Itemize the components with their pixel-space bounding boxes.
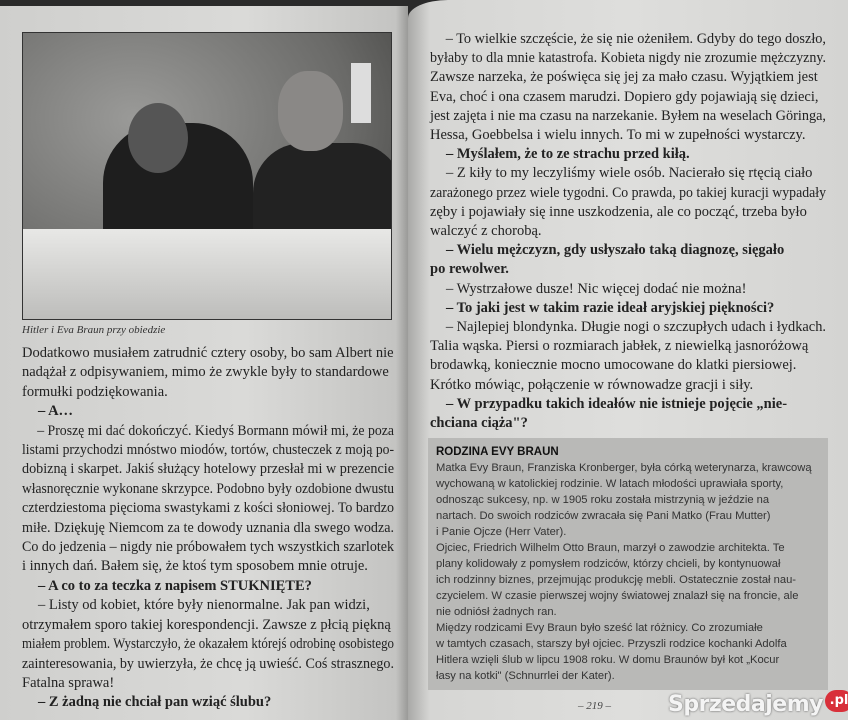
sidebar-box-rodzina <box>428 438 828 690</box>
text-line: nadążał z odpisywaniem, mimo że zwykle były to standardowe <box>22 364 389 381</box>
text-line: Fatalna sprawa! <box>22 674 115 691</box>
photo-man-head <box>128 103 188 173</box>
text-line: Krótko mówiąc, połączenie w równowadze gracji i siły. <box>430 376 754 393</box>
box-line: Hitlera wzięli ślub w lipcu 1908 roku. W domu Braunów był kot „Kocur <box>436 654 780 666</box>
text-line: zęby i pojawiały się inne uszkodzenia, ale co począć, trzeba było <box>430 203 807 220</box>
watermark-logo <box>668 692 848 718</box>
box-line: odnosząc sukcesy, np. w 1905 roku została mistrzynią w jeździe na <box>436 494 770 506</box>
text-line: otrzymałem sporo takiej korespondencji. Zawsze z płcią piękną <box>22 616 391 633</box>
box-line: Między rodzicami Evy Braun było sześć lat różnicy. Co zrozumiałe <box>436 622 763 634</box>
text-line: Co do jedzenia – nigdy nie próbowałem tych wszystkich szarlotek <box>22 539 394 556</box>
text-line: chciana ciąża"? <box>430 415 528 432</box>
box-line: Matka Evy Braun, Franziska Kronberger, była córką weterynarza, krawcową <box>436 462 812 474</box>
text-line: – Wystrzałowe dusze! Nic więcej dodać nie można! <box>446 280 747 297</box>
text-line: Zawsze narzeka, że poświęca się jej za mało czasu. Wyjątkiem jest <box>430 69 818 86</box>
text-line: formułki podziękowania. <box>22 383 168 400</box>
text-line: zainteresowania, by uwierzyła, że chcę ją uwieść. Coś strasznego. <box>22 655 395 672</box>
text-line: zarażonego przez wiele tygodni. Co prawda, po takiej kuracji wypadały <box>430 184 826 201</box>
box-title: RODZINA EVY BRAUN <box>436 446 559 458</box>
text-line: Talia wąska. Piersi o rozmiarach jabłek, z niewielką jasnoróżową <box>430 338 809 355</box>
text-line: – W przypadku takich ideałów nie istnieje pojęcie „nie- <box>446 395 788 412</box>
text-line: – Wielu mężczyzn, gdy usłyszało taką diagnozę, sięgało <box>446 242 785 259</box>
photo-caption: Hitler i Eva Braun przy obiedzie <box>22 324 166 336</box>
box-line: czycielem. W czasie pierwszej wojny światowej znalazł się na froncie, ale <box>436 590 799 602</box>
left-page-text <box>22 344 394 713</box>
box-body <box>436 460 820 684</box>
text-line: – To wielkie szczęście, że się nie ożeniłem. Gdyby do tego doszło, <box>445 31 827 47</box>
text-line: jest zajęta i nie ma czasu na narzekanie. Byłem na weselach Göringa, <box>430 107 827 124</box>
photo-woman-head <box>278 71 343 151</box>
text-line: – Proszę mi dać dokończyć. Kiedyś Bormann mówił mi, że poza <box>37 422 395 439</box>
box-line: w tamtych czasach, starszy był ojciec. Przyszli rodzice kochanki Adolfa <box>436 638 787 650</box>
photo-table <box>23 229 391 319</box>
text-line: byłaby to dla mnie katastrofa. Kobieta nigdy nie zrozumie mężczyzny. <box>430 50 826 67</box>
box-line: nie odniósł żadnych ran. <box>436 606 557 618</box>
text-line: – To jaki jest w takim razie ideał aryjskiej piękności? <box>446 299 775 316</box>
box-line: ich rodzinny biznes, przejmując produkcję mebli. Ostatecznie został nau- <box>436 574 797 586</box>
text-line: Hessa, Goebbelsa i wielu innych. To mi w zupełności wystarczy. <box>430 127 806 144</box>
text-line: miałem problem. Wystarczyło, że okazałem którejś odrobinę osobistego <box>22 636 395 653</box>
text-line: walczyć z chorobą. <box>430 223 542 240</box>
watermark-badge: .pl <box>825 690 848 712</box>
text-line: po rewolwer. <box>430 261 509 278</box>
box-line: łasy na kotki" (Schnurrlei der Kater). <box>436 670 615 682</box>
text-line: – Z kiły to my leczyliśmy wiele osób. Nacierało się rtęcią ciało <box>446 165 813 182</box>
text-line: dobizną i skarpet. Jakiś służący hotelowy przesłał mi w prezencie <box>22 461 394 478</box>
text-line: – Z żadną nie chciał pan wziąć ślubu? <box>38 694 272 711</box>
photo-hitler-eva-braun <box>22 32 392 320</box>
box-line: nartach. Do swoich rodziców zwracała się Pani Matko (Frau Mutter) <box>436 510 771 522</box>
text-line: – A… <box>38 403 74 420</box>
text-line: – Listy od kobiet, które były nienormalne. Jak pan widzi, <box>38 597 370 614</box>
text-line: i innych dań. Bałem się, że ktoś tym sposobem mnie otruje. <box>22 558 368 575</box>
text-line: listami przychodzi mnóstwo miodów, tortów, chusteczek z moją po- <box>22 442 395 459</box>
right-page-text <box>430 30 826 433</box>
text-line: brodawką, koniecznie mocno umocowane do klatki piersiowej. <box>430 357 797 374</box>
text-line: – Najlepiej blondynka. Długie nogi o szczupłych udach i łydkach. <box>445 319 827 336</box>
page-number: – 219 – <box>578 700 611 712</box>
text-line: Dodatkowo musiałem zatrudnić cztery osoby, bo sam Albert nie <box>22 345 394 361</box>
text-line: własnoręcznie wykonane skrzypce. Podobno były ozdobione dwustu <box>22 480 395 497</box>
text-line: Eva, choć i ona czasem marudzi. Dopiero gdy pojawiają się dzieci, <box>430 88 819 105</box>
box-line: wychowaną w katolickiej rodzinie. W latach młodości uprawiała sporty, <box>436 478 784 490</box>
photo-window <box>351 63 371 123</box>
text-line: – Myślałem, że to ze strachu przed kiłą. <box>446 146 690 163</box>
box-line: plany kolidowały z pomysłem rodziców, którzy chcieli, by kontynuował <box>436 558 781 570</box>
text-line: – A co to za teczka z napisem STUKNIĘTE? <box>38 577 312 594</box>
text-line: czterdziestoma pięcioma swastykami z kości słoniowej. To bardzo <box>22 500 394 517</box>
box-line: i Panie Ojcze (Herr Vater). <box>436 526 567 538</box>
watermark-text: Sprzedajemy <box>668 692 823 717</box>
text-line: miłe. Dziękuję Niemcom za te dowody uznania dla swego wodza. <box>22 519 395 536</box>
box-line: Ojciec, Friedrich Wilhelm Otto Braun, marzył o zawodzie architekta. Te <box>436 542 785 554</box>
